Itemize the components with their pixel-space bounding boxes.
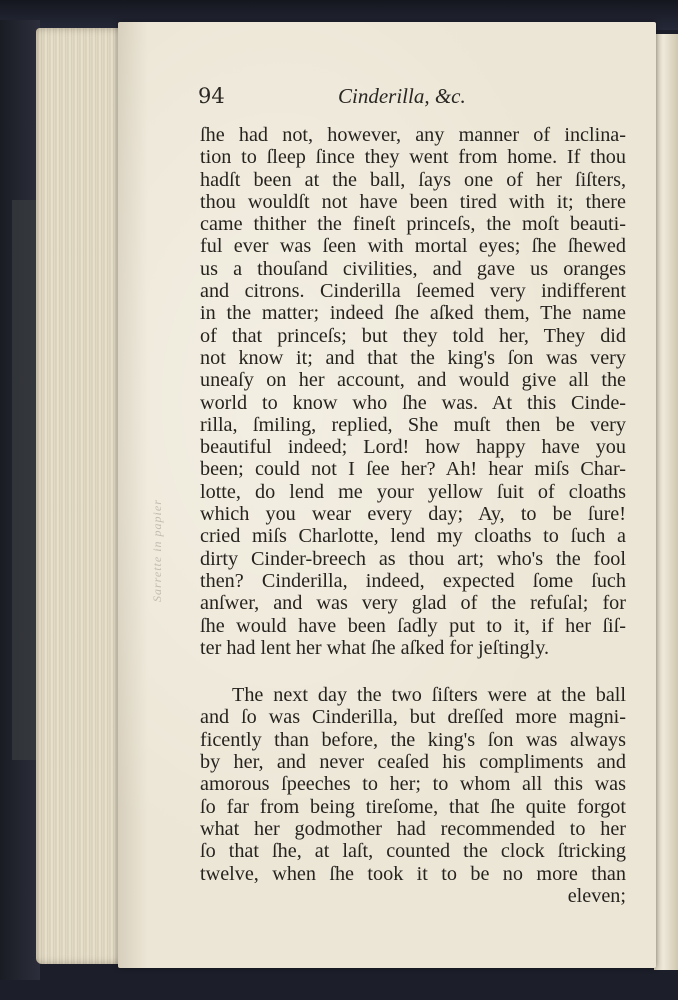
text-line: ſo far from being tireſome, that ſhe quite forgot bbox=[200, 795, 626, 818]
text-line: by her, and never ceaſed his compliments and bbox=[200, 751, 626, 774]
text-line: and ſo was Cinderilla, but dreſſed more magni- bbox=[200, 706, 626, 729]
text-line: anſwer, and was very glad of the refuſal; for bbox=[200, 592, 626, 615]
text-line: in the matter; indeed ſhe aſked them, The name bbox=[200, 302, 626, 325]
catchword: eleven; bbox=[567, 884, 626, 907]
text-line: of that princeſs; but they told her, They did bbox=[200, 324, 626, 347]
right-page-edge bbox=[654, 34, 678, 970]
text-line: which you wear every day; Ay, to be ſure! bbox=[200, 503, 626, 526]
page-header bbox=[198, 84, 628, 118]
text-line: been; could not I ſee her? Ah! hear miſs Char- bbox=[200, 458, 626, 481]
running-head: Cinderilla, &c. bbox=[338, 84, 466, 108]
text-line: twelve, when ſhe took it to be no more than bbox=[200, 862, 626, 885]
text-line: not know it; and that the king's ſon was very bbox=[200, 346, 626, 369]
text-line: ſhe would have been ſadly put to it, if her ſiſ- bbox=[200, 614, 626, 637]
text-line: tion to ſleep ſince they went from home. If thou bbox=[200, 146, 626, 169]
text-line: The next day the two ſiſters were at the ball bbox=[232, 684, 626, 707]
text-line: ſo that ſhe, at laſt, counted the clock ſtricking bbox=[200, 840, 626, 863]
paragraph-gap bbox=[200, 659, 626, 684]
text-line: beautiful indeed; Lord! how happy have you bbox=[200, 436, 626, 459]
text-line: cried miſs Charlotte, lend my cloaths to ſuch a bbox=[200, 525, 626, 548]
text-line: us a thouſand civilities, and gave us oranges bbox=[200, 257, 626, 280]
book-spine-strip bbox=[12, 200, 38, 760]
body-text bbox=[200, 124, 626, 907]
text-line: dirty Cinder-breech as thou art; who's the fool bbox=[200, 547, 626, 570]
text-line: ficently than before, the king's ſon was always bbox=[200, 728, 626, 751]
text-line: what her godmother had recommended to her bbox=[200, 817, 626, 840]
text-line: uneaſy on her account, and would give all the bbox=[200, 369, 626, 392]
text-line: ſhe had not, however, any manner of inclina- bbox=[200, 124, 626, 146]
text-line: lotte, do lend me your yellow ſuit of cloaths bbox=[200, 480, 626, 503]
paragraph-2 bbox=[200, 684, 626, 907]
text-line: hadſt been at the ball, ſays one of her ſiſters, bbox=[200, 168, 626, 191]
page-number: 94 bbox=[198, 84, 225, 108]
text-line: ful ever was ſeen with mortal eyes; ſhe ſhewed bbox=[200, 235, 626, 258]
text-line: came thither the fineſt princeſs, the moſt beauti- bbox=[200, 213, 626, 236]
text-line: amorous ſpeeches to her; to whom all this was bbox=[200, 773, 626, 796]
show-through-mark: Sarrette in papier bbox=[150, 499, 164, 602]
text-line: world to know who ſhe was. At this Cinde- bbox=[200, 391, 626, 414]
text-line: ter had lent her what ſhe aſked for jeſtingly. bbox=[200, 636, 550, 659]
text-line: thou wouldſt not have been tired with it; there bbox=[200, 190, 626, 213]
text-line: then? Cinderilla, indeed, expected ſome ſuch bbox=[200, 569, 626, 592]
text-line: and citrons. Cinderilla ſeemed very indifferent bbox=[200, 280, 626, 303]
text-line: rilla, ſmiling, replied, She muſt then be very bbox=[200, 413, 626, 436]
paragraph-1 bbox=[200, 124, 626, 659]
